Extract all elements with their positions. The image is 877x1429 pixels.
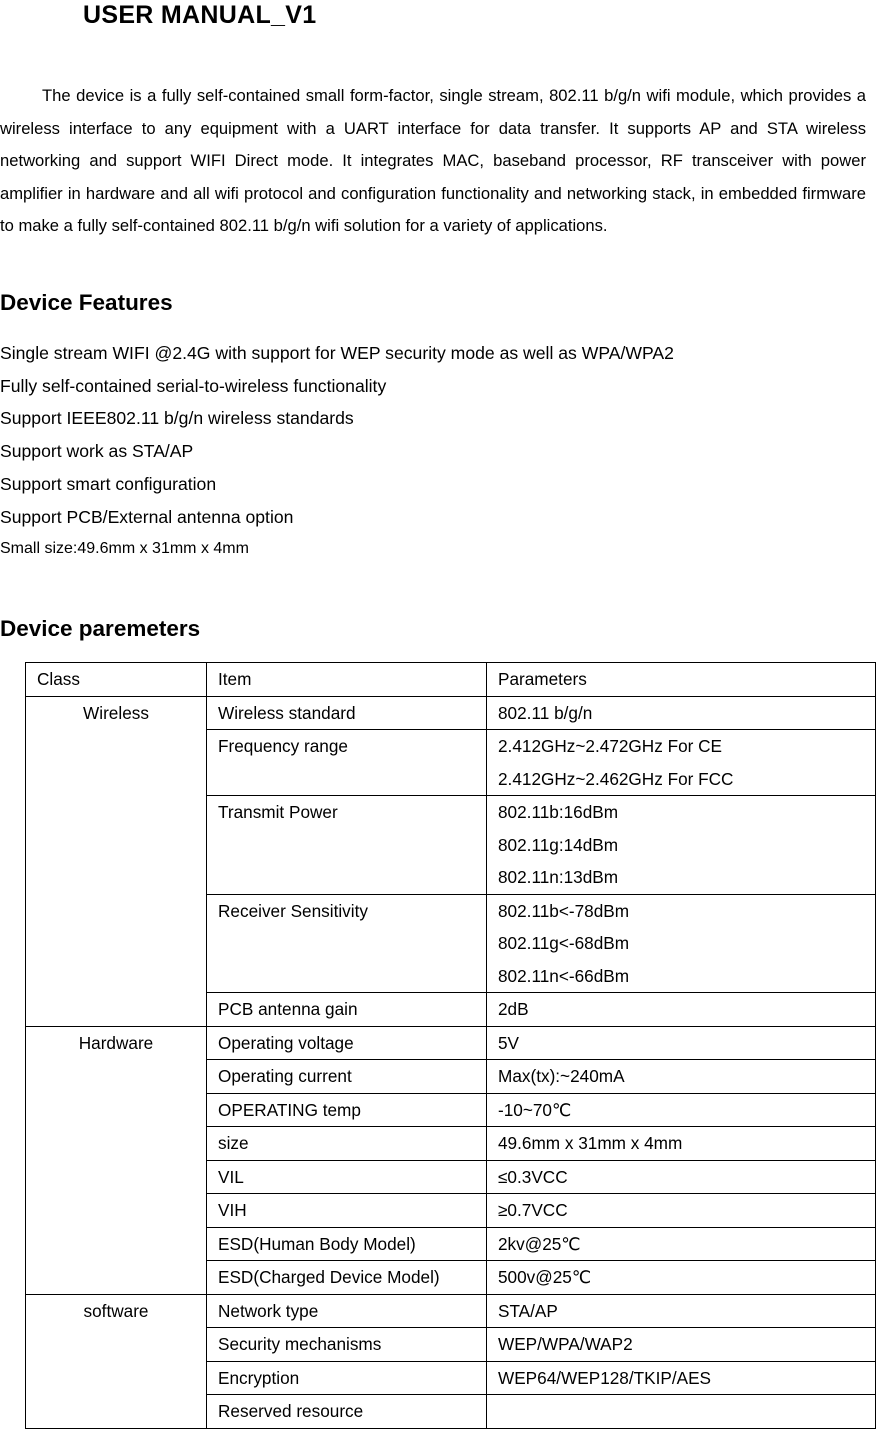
parameter-cell [487,730,876,796]
feature-item: Small size:49.6mm x 31mm x 4mm [0,540,249,558]
item-cell: Operating current [207,1060,487,1094]
parameter-value: 802.11g<-68dBm [498,933,630,953]
intro-paragraph: The device is a fully self-contained small form-factor, single stream, 802.11 b/g/n wifi module, which provides a wireless interface to any equipment with a UART interface for data transfer. It supports AP and STA wireless networking and support WIFI Direct mode. It integrates MAC, baseband processor, RF transceiver with power amplifier in hardware and all wifi protocol and configuration functionality and networking stack, in embedded firmware to make a fully self-contained 802.11 b/g/n wifi solution for a variety of applications. [0,86,866,235]
parameter-cell [487,796,876,895]
item-cell: Operating voltage [207,1026,487,1060]
item-cell: size [207,1127,487,1161]
item-cell: Encryption [207,1361,487,1395]
table-row [26,1026,876,1060]
parameter-value: 2.412GHz~2.472GHz For CE [498,736,723,756]
item-cell: VIH [207,1194,487,1228]
parameter-value: ≥0.7VCC [498,1200,568,1220]
item-cell: Receiver Sensitivity [207,894,487,993]
parameter-value: 802.11 b/g/n [498,702,593,723]
item-cell: VIL [207,1160,487,1194]
features-heading: Device Features [0,290,173,315]
class-cell: Hardware [26,1026,207,1294]
features-list [0,337,674,566]
parameter-value: 802.11b<-78dBm [498,900,630,921]
table-header-row [26,663,876,697]
item-cell: ESD(Charged Device Model) [207,1261,487,1295]
feature-item: Support PCB/External antenna option [0,506,294,527]
parameter-value: WEP/WPA/WAP2 [498,1334,633,1354]
parameter-value: -10~70℃ [498,1099,572,1120]
parameter-cell [487,993,876,1027]
parameter-cell [487,1328,876,1362]
parameters-table-body [26,696,876,1428]
column-header-item: Item [207,663,487,697]
item-cell: Wireless standard [207,696,487,730]
parameter-value: 2.412GHz~2.462GHz For FCC [498,768,734,789]
parameter-cell [487,1194,876,1228]
document-title: USER MANUAL_V1 [83,1,317,29]
item-cell: OPERATING temp [207,1093,487,1127]
parameter-cell [487,1395,876,1429]
parameter-value: 500v@25℃ [498,1267,592,1287]
parameter-cell [487,894,876,993]
parameter-cell [487,1160,876,1194]
parameter-cell [487,1361,876,1395]
parameter-value: WEP64/WEP128/TKIP/AES [498,1367,712,1388]
parameter-value: 802.11n:13dBm [498,867,619,887]
item-cell: ESD(Human Body Model) [207,1227,487,1261]
feature-item: Support smart configuration [0,473,217,494]
parameters-table [25,662,876,1429]
parameter-value: 802.11n<-66dBm [498,965,630,986]
parameter-cell [487,1060,876,1094]
item-cell: Security mechanisms [207,1328,487,1362]
feature-item: Support IEEE802.11 b/g/n wireless standards [0,408,354,429]
parameter-cell [487,1093,876,1127]
feature-item: Fully self-contained serial-to-wireless functionality [0,375,387,396]
parameter-cell [487,1261,876,1295]
class-cell: Wireless [26,696,207,1026]
parameter-value: 802.11b:16dBm [498,802,619,822]
item-cell: Frequency range [207,730,487,796]
item-cell: Transmit Power [207,796,487,895]
feature-item: Single stream WIFI @2.4G with support for WEP security mode as well as WPA/WPA2 [0,343,674,363]
parameter-value: 49.6mm x 31mm x 4mm [498,1133,683,1153]
parameter-cell [487,1127,876,1161]
item-cell: Network type [207,1294,487,1328]
parameters-heading: Device paremeters [0,616,201,641]
parameter-cell [487,1026,876,1060]
column-header-class: Class [26,663,207,697]
parameter-value: ≤0.3VCC [498,1166,568,1187]
parameter-value: Max(tx):~240mA [498,1066,625,1086]
parameter-value: 2dB [498,999,529,1019]
parameter-cell [487,696,876,730]
parameter-value: 802.11g:14dBm [498,834,619,855]
feature-item: Support work as STA/AP [0,441,194,462]
parameter-value: 5V [498,1032,520,1053]
table-row [26,1294,876,1328]
column-header-parameters: Parameters [487,663,876,697]
parameter-cell [487,1227,876,1261]
class-cell: software [26,1294,207,1428]
parameter-value: 2kv@25℃ [498,1233,581,1254]
item-cell: PCB antenna gain [207,993,487,1027]
item-cell: Reserved resource [207,1395,487,1429]
parameter-value [498,1395,875,1428]
parameter-cell [487,1294,876,1328]
table-row [26,696,876,730]
parameter-value: STA/AP [498,1300,558,1321]
